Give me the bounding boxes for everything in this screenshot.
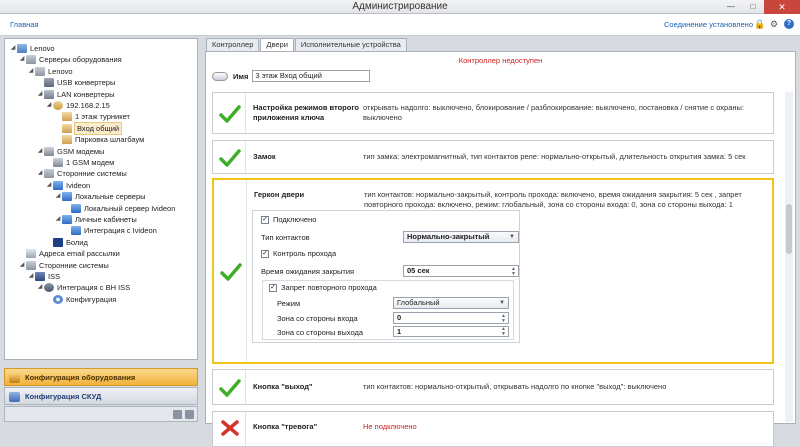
connected-label: Подключено: [273, 215, 317, 224]
chevron-down-icon: ▼: [509, 234, 515, 240]
card-title: Настройка режимов второго приложения ключа: [253, 103, 359, 122]
gear-icon: [53, 295, 63, 304]
settings-icon[interactable]: ⚙: [769, 19, 779, 29]
wait-time-value: 05 сек: [407, 266, 430, 275]
expand-triangle-icon[interactable]: ◢: [28, 273, 34, 279]
ivideon-icon: [62, 215, 72, 224]
spin-down-icon[interactable]: ▼: [501, 331, 506, 337]
nav-skud-label: Конфигурация СКУД: [25, 392, 102, 401]
contact-type-value: Нормально-закрытый: [407, 232, 490, 241]
expand-icon[interactable]: [185, 410, 194, 419]
tree-item-label: Lenovo: [30, 44, 55, 53]
tree-item[interactable]: [27, 66, 73, 77]
tree-item-label: Серверы оборудования: [39, 55, 122, 65]
tree-item-label: Локальные серверы: [75, 192, 146, 202]
tree-item[interactable]: [45, 157, 114, 168]
minimize-button[interactable]: —: [727, 2, 735, 11]
bh-icon: [44, 283, 54, 292]
card-title: Кнопка "выход": [253, 382, 313, 391]
door-settings-panel: [205, 51, 796, 431]
tree-item[interactable]: [18, 54, 122, 65]
chevron-down-icon: ▼: [499, 300, 505, 306]
expand-triangle-icon[interactable]: ◢: [46, 102, 52, 108]
card-exit-button[interactable]: [212, 369, 774, 405]
connection-status[interactable]: Соединение установлено: [664, 20, 753, 29]
door-icon: [62, 135, 72, 144]
antipassback-group: [262, 280, 514, 340]
window-controls: [720, 0, 800, 14]
home-link[interactable]: Главная: [10, 20, 39, 29]
check-icon: [219, 378, 241, 398]
expand-triangle-icon[interactable]: ◢: [37, 170, 43, 177]
menu-bar: [0, 14, 800, 36]
lock-icon[interactable]: 🔒: [754, 19, 766, 29]
name-label: Имя: [233, 71, 249, 81]
skud-config-icon: [9, 392, 20, 402]
door-name-icon: [212, 72, 228, 81]
zone-out-value: 1: [397, 327, 402, 336]
tree-item-label: Сторонние системы: [57, 169, 127, 179]
expand-triangle-icon[interactable]: ◢: [55, 193, 61, 200]
gsm-icon: [44, 147, 54, 156]
spin-up-icon[interactable]: ▲: [501, 313, 506, 319]
tree-item[interactable]: [36, 168, 127, 179]
pass-control-checkbox[interactable]: ✓: [262, 250, 268, 257]
tree-item[interactable]: [36, 282, 130, 293]
email-icon: [26, 249, 36, 258]
scrollbar-thumb[interactable]: [786, 204, 792, 254]
tree-item-label: Конфигурация: [66, 294, 117, 304]
computer-icon: [17, 44, 27, 53]
server-icon: [26, 261, 36, 270]
tree-item-label: Локальный сервер Ivideon: [84, 203, 176, 213]
card-lock[interactable]: [212, 140, 774, 174]
card-key-modes[interactable]: [212, 92, 774, 134]
expand-triangle-icon[interactable]: ◢: [55, 216, 61, 222]
tree-item[interactable]: [54, 134, 144, 145]
tree-item-label: Интеграция с Ivideon: [84, 226, 157, 236]
nav-hardware-config[interactable]: [4, 368, 198, 386]
check-icon: [219, 148, 241, 168]
card-title: Кнопка "тревога": [253, 422, 318, 431]
ivideon-icon: [71, 226, 81, 235]
tree-item[interactable]: [54, 214, 137, 225]
ip-icon: [53, 101, 63, 110]
title-bar: [0, 0, 800, 14]
zone-in-value: 0: [397, 313, 402, 322]
tree-item-label: Ivideon: [66, 180, 91, 190]
mode-value: Глобальный: [397, 298, 440, 307]
lan-icon: [44, 90, 54, 99]
bolid-icon: [53, 238, 63, 247]
reed-settings-group: [252, 210, 520, 343]
pass-control-label: Контроль прохода: [273, 249, 337, 258]
tree-item-label: Сторонние системы: [39, 260, 109, 270]
tab-strip: [206, 38, 407, 52]
wait-time-label: Время ожидания закрытия: [261, 267, 355, 276]
nav-hardware-label: Конфигурация оборудования: [25, 373, 136, 382]
tree-item-label: 1 GSM модем: [66, 158, 115, 167]
tree-item-label: 1 этаж турникет: [75, 112, 130, 122]
spin-up-icon[interactable]: ▲: [501, 326, 506, 332]
door-icon: [62, 124, 72, 133]
tab-doors[interactable]: Двери: [260, 38, 294, 52]
antipassback-label: Запрет повторного прохода: [281, 283, 377, 292]
tree-item-label: LAN конвертеры: [57, 89, 115, 99]
tree-item-label: Вход общий: [77, 123, 120, 133]
server-icon: [35, 67, 45, 76]
hardware-config-icon: [9, 373, 20, 383]
card-summary: открывать надолго: выключено, блокирование / разблокирование: выключено, постановка / снятие с охраны: выключено: [363, 103, 744, 122]
tree-item[interactable]: [54, 123, 121, 134]
card-title: Геркон двери: [254, 190, 305, 199]
panel-splitter[interactable]: [199, 38, 204, 424]
check-icon: [219, 104, 241, 124]
spin-down-icon[interactable]: ▼: [501, 318, 506, 324]
hardware-tree[interactable]: [4, 38, 198, 360]
zone-in-spinner[interactable]: [393, 312, 509, 324]
name-row: [212, 70, 370, 82]
tree-item[interactable]: [36, 77, 115, 88]
expand-triangle-icon[interactable]: ◢: [37, 90, 43, 97]
card-door-reed[interactable]: [212, 178, 774, 364]
expand-triangle-icon[interactable]: ◢: [19, 261, 25, 268]
connected-checkbox[interactable]: ✓: [262, 216, 268, 223]
tree-item-label: Адреса email рассылки: [39, 249, 120, 259]
wait-time-spinner[interactable]: [403, 265, 519, 277]
server-icon: [44, 169, 54, 178]
tree-item[interactable]: [45, 294, 116, 305]
tree-item[interactable]: [18, 248, 120, 259]
tree-item[interactable]: [36, 89, 115, 100]
expand-triangle-icon[interactable]: ◢: [10, 45, 16, 51]
contact-type-label: Тип контактов: [261, 233, 310, 242]
tab-controller[interactable]: Контроллер: [206, 38, 259, 51]
antipassback-checkbox[interactable]: ✓: [270, 284, 276, 291]
card-summary: Не подключено: [363, 422, 417, 431]
tree-item-label: Парковка шлагбаум: [75, 135, 145, 145]
door-icon: [62, 112, 72, 121]
tree-item[interactable]: [36, 146, 104, 157]
tree-item[interactable]: [45, 180, 90, 191]
window-title: Администрирование: [352, 1, 448, 12]
ivideon-icon: [62, 192, 72, 201]
card-alarm-button[interactable]: [212, 411, 774, 447]
close-button[interactable]: ✕: [764, 0, 800, 14]
tree-item[interactable]: [54, 191, 146, 202]
contact-type-select[interactable]: [403, 231, 519, 243]
name-input[interactable]: 3 этаж Вход общий: [252, 70, 370, 82]
tree-item[interactable]: [63, 225, 157, 236]
tree-item[interactable]: [18, 260, 109, 271]
card-summary: тип контактов: нормально-открытый, открывать надолго по кнопке "выход": выключено: [363, 382, 667, 391]
tree-item-label: USB конвертеры: [57, 78, 116, 88]
expand-triangle-icon[interactable]: ◢: [37, 284, 43, 291]
expand-triangle-icon[interactable]: ◢: [19, 56, 25, 63]
maximize-button[interactable]: □: [750, 2, 756, 11]
help-icon[interactable]: ?: [784, 19, 794, 29]
iss-icon: [35, 272, 45, 281]
gsm-icon: [53, 158, 63, 167]
vertical-scrollbar[interactable]: [785, 92, 793, 422]
check-icon: [220, 262, 242, 282]
expand-triangle-icon[interactable]: ◢: [28, 67, 34, 74]
tree-item[interactable]: [54, 111, 130, 122]
controller-status: Контроллер недоступен: [458, 56, 543, 65]
tree-item[interactable]: [63, 203, 175, 214]
zone-out-label: Зона со стороны выхода: [277, 328, 364, 337]
tree-item[interactable]: [45, 237, 88, 248]
ivideon-icon: [71, 204, 81, 213]
usb-icon: [44, 78, 54, 87]
ivideon-icon: [53, 181, 63, 190]
spin-up-icon[interactable]: ▲: [511, 266, 516, 272]
mode-select[interactable]: [393, 297, 509, 309]
tab-actuators[interactable]: Исполнительные устройства: [295, 38, 407, 51]
tree-item-label: Личные кабинеты: [75, 215, 137, 224]
expand-triangle-icon[interactable]: ◢: [46, 181, 52, 188]
tree-item-label: Lenovo: [48, 66, 73, 76]
collapse-icon[interactable]: [173, 410, 182, 419]
tree-item-label: Интеграция с BH ISS: [57, 283, 131, 293]
tree-item-label: ISS: [48, 272, 61, 281]
left-panel-footer: [4, 406, 198, 422]
tree-item-label: Болид: [66, 237, 88, 247]
nav-skud-config[interactable]: [4, 387, 198, 405]
cross-icon: [219, 418, 241, 438]
card-summary: тип контактов: нормально-закрытый, контроль прохода: включено, время ожидания закрытия: 5 сек , запрет повторного прохода: включено, режим: глобальный, зона со стороны входа: 0, зона со стороны выхода: 1: [364, 190, 742, 209]
zone-in-label: Зона со стороны входа: [277, 314, 358, 323]
card-summary: тип замка: электромагнитный, тип контактов реле: нормально-открытый, длительность открытия замка: 5 сек: [363, 152, 746, 161]
expand-triangle-icon[interactable]: ◢: [37, 147, 43, 154]
tree-item-label: GSM модемы: [57, 146, 105, 156]
zone-out-spinner[interactable]: [393, 326, 509, 337]
tree-item[interactable]: [27, 271, 60, 282]
spin-down-icon[interactable]: ▼: [511, 271, 516, 277]
card-title: Замок: [253, 152, 276, 161]
tree-item[interactable]: [45, 100, 110, 111]
mode-label: Режим: [277, 299, 301, 308]
tree-item[interactable]: [9, 43, 55, 54]
server-icon: [26, 55, 36, 64]
tree-item-label: 192.168.2.15: [66, 101, 110, 110]
